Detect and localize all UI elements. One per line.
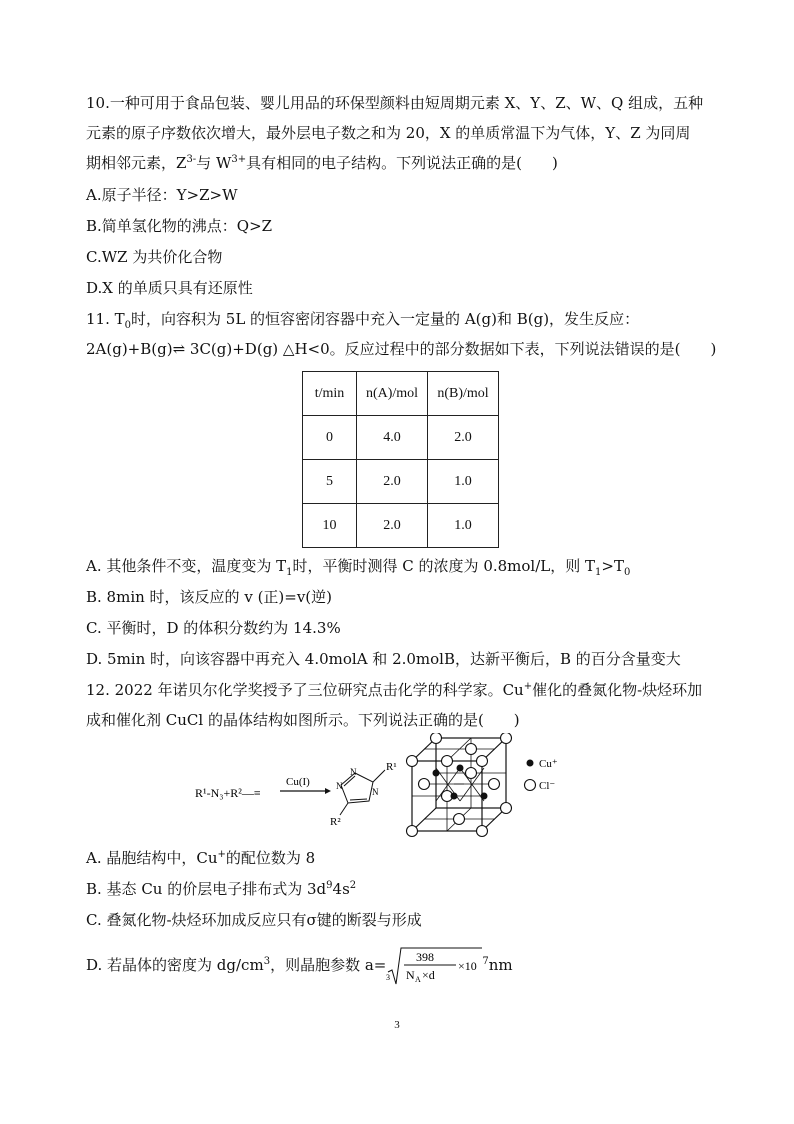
arrow-head-icon <box>325 788 331 794</box>
table-cell: 10 <box>303 504 357 548</box>
q12-option-d: D. 若晶体的密度为 $dg/cm^3$，则晶胞参数 a= 3 398 N A ×d ×10 $^7$nm <box>86 946 513 986</box>
cu-legend-label: Cu⁺ <box>539 758 558 770</box>
n-label: N <box>350 767 357 777</box>
q12-option-a: A. 晶胞结构中，Cu+的配位数为 8 <box>86 849 316 867</box>
q11-data-table <box>302 371 499 548</box>
q10-line2: 元素的原子序数依次增大，最外层电子数之和为 20，X 的单质常温下为气体，Y、Z 为同周 <box>86 124 691 142</box>
q10-line3: 期相邻元素，$Z^{3-}$与 $W^{3+}$具有相同的电子结构。下列说法正确的是( ) <box>86 154 558 172</box>
q10-option-c: C.WZ 为共价化合物 <box>86 248 223 266</box>
fraction-denominator-d: ×d <box>422 968 436 982</box>
r1-label: R¹ <box>386 761 397 773</box>
q11-line2: 2A(g)+B(g)⇌ 3C(g)+D(g) △H<0。反应过程中的部分数据如下表，下列说法错误的是( ) <box>86 340 717 358</box>
fraction-denominator-sub: A <box>415 975 422 984</box>
table-cell: 5 <box>303 460 357 504</box>
table-cell: 2.0 <box>428 416 499 460</box>
q11-option-c: C. 平衡时，D 的体积分数约为 14.3% <box>86 619 341 637</box>
q12-figure <box>190 733 570 838</box>
root-index: 3 <box>386 973 391 982</box>
table-cell: 1.0 <box>428 504 499 548</box>
q10-option-a: A.原子半径：Y>Z>W <box>86 186 238 204</box>
table-cell: 0 <box>303 416 357 460</box>
table-header: n(A)/mol <box>357 372 428 416</box>
table-header-row <box>303 372 499 416</box>
table-cell: 2.0 <box>357 460 428 504</box>
r2-label: R² <box>330 816 341 828</box>
table-cell: 2.0 <box>357 504 428 548</box>
page-number: 3 <box>394 1019 400 1031</box>
q11-option-b: B. 8min 时，该反应的 v (正)=v(逆) <box>86 588 333 606</box>
reactant-text: R¹-N₃+R²—≡ <box>195 786 261 800</box>
q12-line1: 12. 2022 年诺贝尔化学奖授予了三位研究点击化学的科学家。Cu+催化的叠氮化物-炔烃环加 <box>86 681 703 699</box>
q11-line1: 11. $T_0$时，向容积为 5L 的恒容密闭容器中充入一定量的 A(g)和 B(g)，发生反应： <box>86 310 640 331</box>
unit: nm <box>488 956 513 974</box>
cube-root-formula <box>386 946 482 986</box>
q10-option-b: B.简单氢化物的沸点：Q>Z <box>86 217 273 235</box>
table-row <box>303 460 499 504</box>
table-header: n(B)/mol <box>428 372 499 416</box>
table-row <box>303 504 499 548</box>
exponent: 7 <box>482 956 489 967</box>
q12-option-b: B. 基态 Cu 的价层电子排布式为 $3d^94s^2$ <box>86 880 357 898</box>
q11-option-a: A. 其他条件不变，温度变为 $T_1$时，平衡时测得 C 的浓度为 0.8mol/L，则 $T_1>T_0$ <box>86 557 631 578</box>
q10-line1: 10.一种可用于食品包装、婴儿用品的环保型颜料由短周期元素 X、Y、Z、W、Q 组成，五种 <box>86 94 704 112</box>
q10-option-d: D.X 的单质只具有还原性 <box>86 279 253 297</box>
fraction-denominator-n: N <box>406 968 416 982</box>
q11-option-d: D. 5min 时，向该容器中再充入 4.0molA 和 2.0molB，达新平衡后，B 的百分含量变大 <box>86 650 681 668</box>
n-label: N <box>372 787 379 797</box>
q12-line2: 成和催化剂 CuCl 的晶体结构如图所示。下列说法正确的是( ) <box>86 711 520 729</box>
table-cell: 1.0 <box>428 460 499 504</box>
cube-root-svg <box>386 946 482 986</box>
q12-option-c: C. 叠氮化物-炔烃环加成反应只有σ键的断裂与形成 <box>86 911 422 929</box>
fraction-numerator: 398 <box>416 950 435 964</box>
n-label: N <box>336 781 343 791</box>
cl-legend-label: Cl⁻ <box>539 780 556 792</box>
times-ten: ×10 <box>458 959 478 973</box>
cu-legend-icon <box>527 760 534 767</box>
cl-legend-icon <box>525 780 536 791</box>
table-header: t/min <box>303 372 357 416</box>
table-cell: 4.0 <box>357 416 428 460</box>
catalyst-label: Cu(I) <box>286 776 310 788</box>
table-row <box>303 416 499 460</box>
